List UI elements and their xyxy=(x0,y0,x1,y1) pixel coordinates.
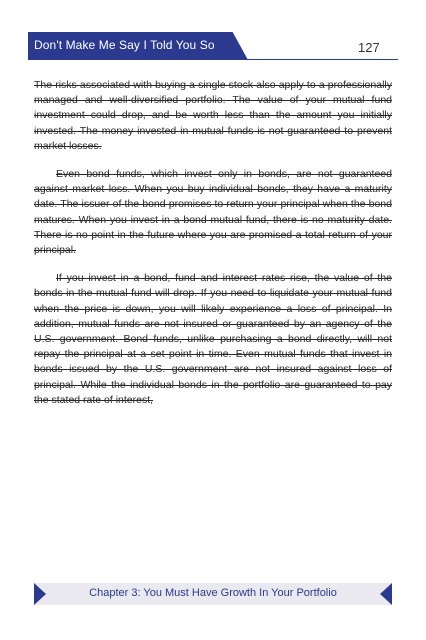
header-rule xyxy=(238,59,398,60)
paragraph-1: The risks associated with buying a single stock also apply to a professionally managed and well-diversified portfolio. The value of your mutual fund investment could drop, and be worth less than the amount you initially invested. The money invested in mutual funds is not guaranteed to prevent market losses. xyxy=(34,79,392,152)
paragraph-3: If you invest in a bond, fund and interest rates rise, the value of the bonds in the mutual fund will drop. If you need to liquidate your mutual fund when the price is down, you will likely experience a loss of principal. In addition, mutual funds are not insured or guaranteed by an agency of the U.S. government. Bond funds, unlike purchasing a bond directly, will not repay the principal at a set point in time. Even mutual funds that invest in bonds issued by the U.S. government are not insured against loss of principal. While the individual bonds in the portfolio are guaranteed to pay the stated rate of interest, xyxy=(34,272,392,406)
page-number: 127 xyxy=(358,40,380,55)
page-footer xyxy=(0,583,426,605)
page-header xyxy=(0,32,426,60)
paragraph-2: Even bond funds, which invest only in bonds, are not guaranteed against market loss. When you buy individual bonds, they have a maturity date. The issuer of the bond promises to return your principal when the bond matures. When you invest in a bond mutual fund, there is no maturity date. There is no point in the future where you are promised a total return of your principal. xyxy=(34,168,392,257)
book-title: Don't Make Me Say I Told You So xyxy=(34,38,215,52)
chapter-title: Chapter 3: You Must Have Growth In Your Portfolio xyxy=(89,587,337,599)
body-text xyxy=(34,78,392,408)
